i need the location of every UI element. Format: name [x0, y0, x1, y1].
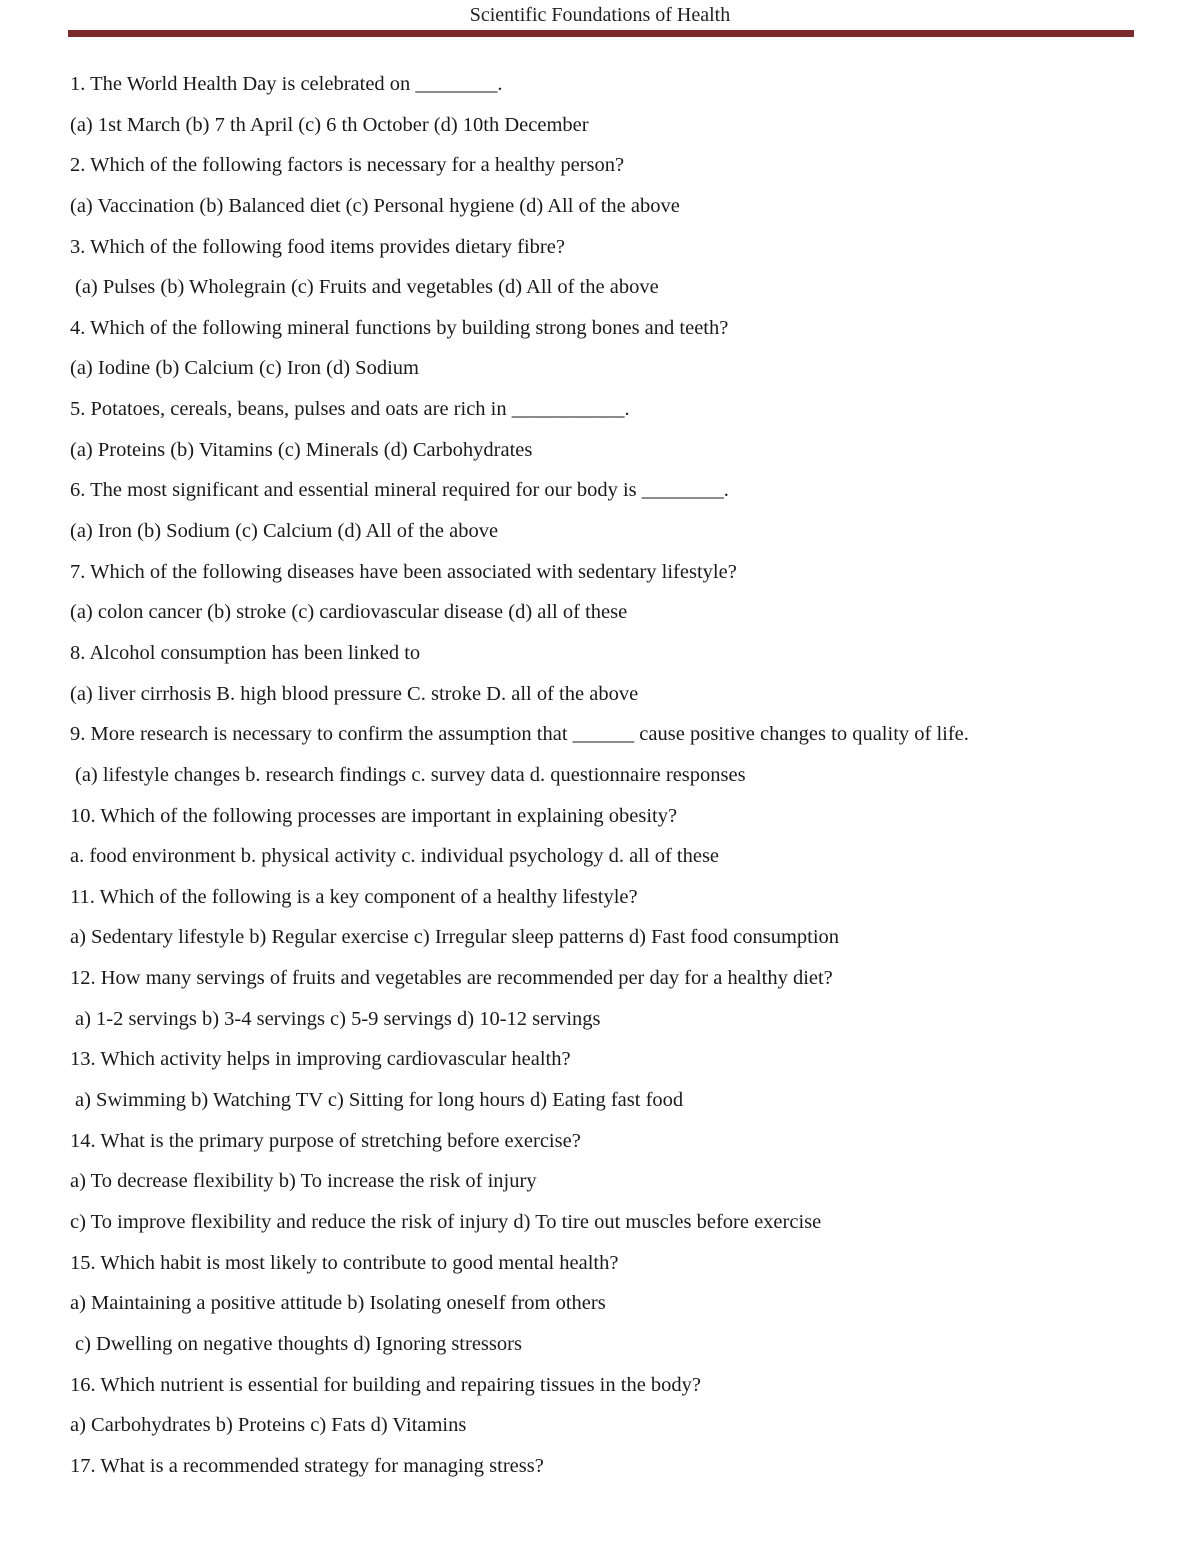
answer-options: a) 1-2 servings b) 3-4 servings c) 5-9 servings d) 10-12 servings: [75, 1007, 601, 1030]
page-title: Scientific Foundations of Health: [469, 4, 731, 26]
header-divider: [68, 30, 1134, 37]
question-text: 2. Which of the following factors is necessary for a healthy person?: [70, 154, 625, 177]
answer-options: (a) Pulses (b) Wholegrain (c) Fruits and vegetables (d) All of the above: [75, 276, 659, 299]
question-text: 7. Which of the following diseases have been associated with sedentary lifestyle?: [70, 560, 737, 583]
answer-options: c) To improve flexibility and reduce the risk of injury d) To tire out muscles before exercise: [70, 1210, 822, 1233]
question-text: 17. What is a recommended strategy for managing stress?: [70, 1454, 544, 1477]
answer-options: (a) Vaccination (b) Balanced diet (c) Personal hygiene (d) All of the above: [70, 194, 680, 217]
answer-options: (a) liver cirrhosis B. high blood pressure C. stroke D. all of the above: [70, 682, 639, 705]
question-text: 5. Potatoes, cereals, beans, pulses and oats are rich in ___________.: [70, 398, 630, 421]
answer-options: (a) lifestyle changes b. research findings c. survey data d. questionnaire responses: [75, 763, 746, 786]
answer-options: a) Swimming b) Watching TV c) Sitting for long hours d) Eating fast food: [75, 1089, 684, 1112]
question-text: 12. How many servings of fruits and vegetables are recommended per day for a healthy diet?: [70, 967, 833, 990]
question-text: 10. Which of the following processes are important in explaining obesity?: [70, 804, 678, 827]
question-text: 6. The most significant and essential mineral required for our body is ________.: [70, 479, 729, 502]
question-text: 13. Which activity helps in improving cardiovascular health?: [70, 1048, 571, 1071]
answer-options: a. food environment b. physical activity c. individual psychology d. all of these: [70, 845, 720, 868]
answer-options: a) Sedentary lifestyle b) Regular exercise c) Irregular sleep patterns d) Fast food consumption: [70, 926, 840, 949]
answer-options: a) Maintaining a positive attitude b) Isolating oneself from others: [70, 1292, 606, 1315]
question-text: 4. Which of the following mineral functions by building strong bones and teeth?: [70, 316, 729, 339]
question-text: 9. More research is necessary to confirm the assumption that ______ cause positive changes to quality of life.: [70, 723, 969, 746]
question-text: 1. The World Health Day is celebrated on ________.: [70, 73, 503, 95]
question-text: 8. Alcohol consumption has been linked to: [70, 641, 421, 664]
answer-options: c) Dwelling on negative thoughts d) Ignoring stressors: [75, 1332, 522, 1355]
question-text: 14. What is the primary purpose of stretching before exercise?: [70, 1129, 581, 1152]
question-text: 3. Which of the following food items provides dietary fibre?: [70, 235, 565, 258]
question-list: [70, 70, 1170, 1492]
answer-options: (a) Proteins (b) Vitamins (c) Minerals (d) Carbohydrates: [70, 438, 533, 461]
answer-options: (a) Iodine (b) Calcium (c) Iron (d) Sodium: [70, 357, 419, 380]
question-text: 15. Which habit is most likely to contribute to good mental health?: [70, 1251, 619, 1274]
answer-options: a) Carbohydrates b) Proteins c) Fats d) Vitamins: [70, 1414, 467, 1437]
answer-options: (a) colon cancer (b) stroke (c) cardiovascular disease (d) all of these: [70, 601, 628, 624]
answer-options: (a) Iron (b) Sodium (c) Calcium (d) All of the above: [70, 520, 499, 543]
question-text: 11. Which of the following is a key component of a healthy lifestyle?: [70, 885, 638, 908]
answer-options: (a) 1st March (b) 7 th April (c) 6 th October (d) 10th December: [70, 113, 589, 136]
question-text: 16. Which nutrient is essential for building and repairing tissues in the body?: [70, 1373, 702, 1396]
answer-options: a) To decrease flexibility b) To increase the risk of injury: [70, 1170, 537, 1193]
